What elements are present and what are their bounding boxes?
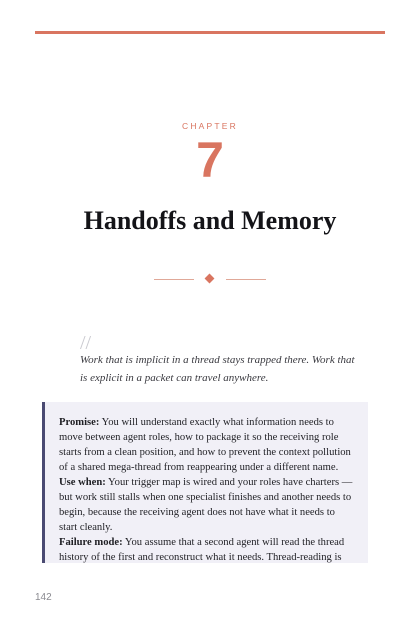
quote-mark-icon: // bbox=[80, 332, 92, 354]
section-ornament bbox=[150, 272, 270, 286]
chapter-number: 7 bbox=[196, 132, 224, 188]
diamond-icon bbox=[205, 274, 215, 284]
promise-text: You will understand exactly what information needs to move between agent roles, how to package it so the receiving role starts from a clean position, and how to prevent the context pollution of a shared mega-thread from reappearing under a different name. bbox=[59, 417, 351, 473]
top-rule bbox=[35, 31, 385, 34]
ornament-line-right bbox=[226, 279, 266, 280]
use-when-label: Use when: bbox=[59, 477, 106, 488]
chapter-summary-callout bbox=[42, 402, 368, 563]
ornament-line-left bbox=[154, 279, 194, 280]
promise-label: Promise: bbox=[59, 417, 100, 428]
use-when-paragraph bbox=[59, 475, 354, 535]
failure-mode-paragraph bbox=[59, 535, 354, 563]
use-when-text: Your trigger map is wired and your roles have charters — but work still stalls when one specialist finishes and another needs to begin, because the receiving agent does not have what it needs to start cleanly. bbox=[59, 477, 353, 533]
epigraph-text: Work that is implicit in a thread stays trapped there. Work that is explicit in a packet can travel anywhere. bbox=[80, 354, 355, 384]
failure-mode-text: You assume that a second agent will read the thread history of the first and reconstruct what it needs. Thread-reading is bbox=[59, 537, 345, 563]
failure-mode-label: Failure mode: bbox=[59, 537, 123, 548]
chapter-title: Handoffs and Memory bbox=[83, 206, 337, 235]
page-number: 142 bbox=[35, 592, 52, 603]
promise-paragraph bbox=[59, 415, 354, 475]
chapter-label: CHAPTER bbox=[181, 121, 239, 131]
